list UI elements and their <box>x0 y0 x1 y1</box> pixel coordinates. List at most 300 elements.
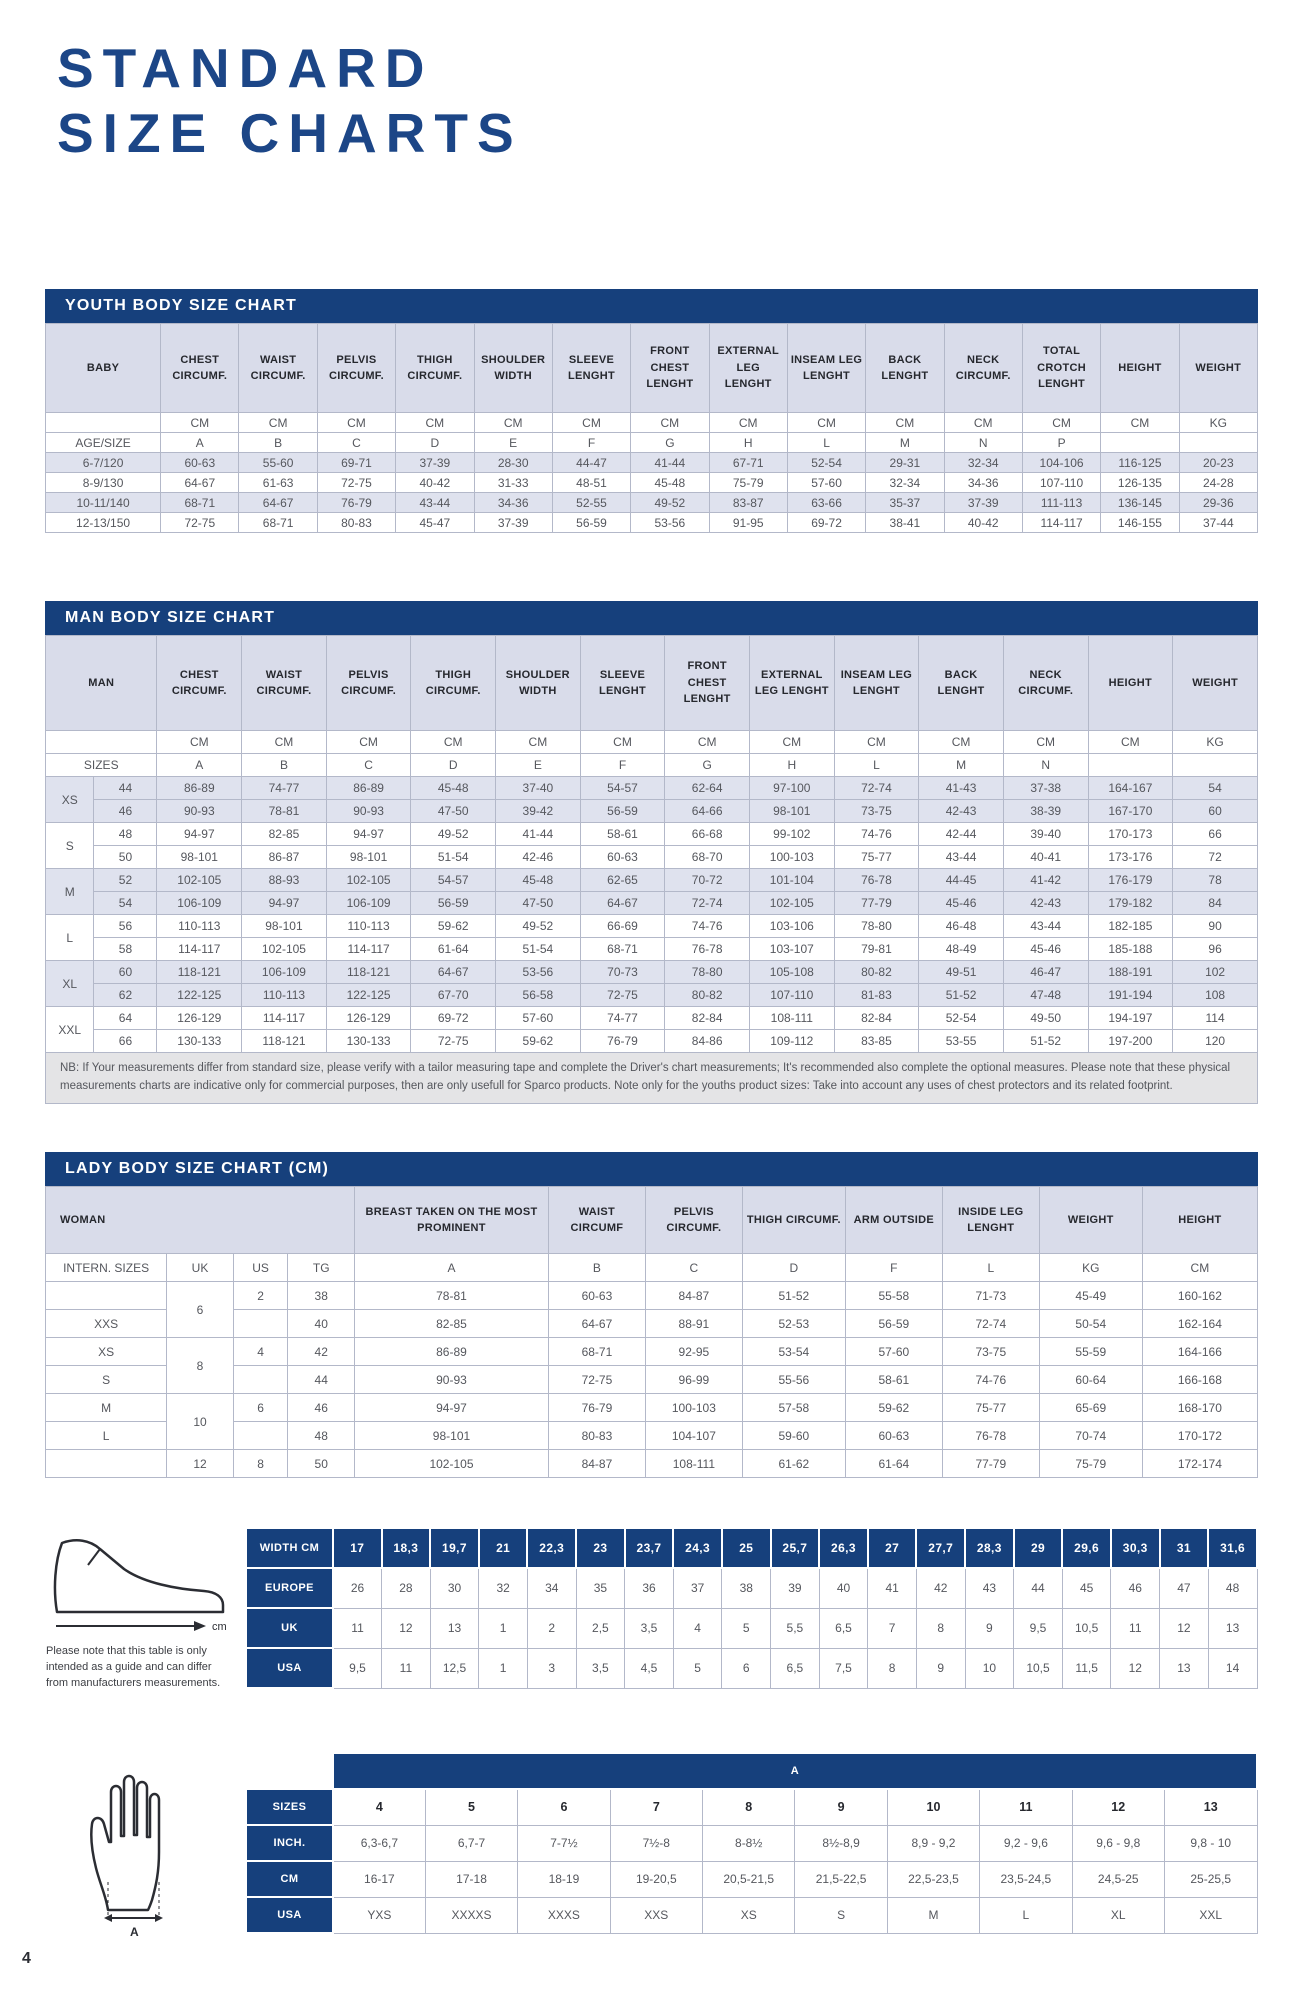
unit-cell: CM <box>411 731 496 754</box>
page-title-line2: SIZE CHARTS <box>57 101 523 164</box>
value-cell: 102-105 <box>326 869 411 892</box>
value-cell: 6 <box>518 1789 610 1825</box>
size-letters-row <box>46 754 1258 777</box>
value-cell: 59-62 <box>496 1030 581 1053</box>
table-row <box>46 1007 1258 1030</box>
column-header: THIGH CIRCUMF. <box>411 636 496 731</box>
table-row <box>46 493 1258 513</box>
value-cell: 98-101 <box>157 846 242 869</box>
value-cell: 14 <box>1208 1648 1257 1688</box>
value-cell: 2 <box>527 1608 576 1648</box>
value-cell: 90-93 <box>355 1366 549 1394</box>
value-cell: 42-46 <box>496 846 581 869</box>
value-cell: 80-83 <box>317 513 395 533</box>
value-cell: 48 <box>1208 1568 1257 1608</box>
value-cell: 16-17 <box>333 1861 425 1897</box>
value-cell: 8 <box>916 1608 965 1648</box>
unit-cell: CM <box>580 731 665 754</box>
value-cell: 120 <box>1173 1030 1258 1053</box>
value-cell: 82-84 <box>834 1007 919 1030</box>
value-cell: 49-50 <box>1003 1007 1088 1030</box>
value-cell: 23 <box>576 1528 625 1568</box>
value-cell: 100-103 <box>645 1394 742 1422</box>
table-row <box>246 1789 1257 1825</box>
unit-cell: CM <box>665 731 750 754</box>
us-size-cell: 2 <box>233 1282 288 1310</box>
value-cell: 98-101 <box>355 1422 549 1450</box>
value-cell: 2,5 <box>576 1608 625 1648</box>
value-cell: 68-71 <box>239 513 317 533</box>
value-cell: 64-66 <box>665 800 750 823</box>
value-cell: 40-41 <box>1003 846 1088 869</box>
value-cell: 54 <box>1173 777 1258 800</box>
value-cell: 91-95 <box>709 513 787 533</box>
value-cell: 51-54 <box>496 938 581 961</box>
unit-cell: CM <box>326 731 411 754</box>
us-size-cell: 6 <box>233 1394 288 1422</box>
value-cell: 12 <box>1111 1648 1160 1688</box>
value-cell: 56-58 <box>496 984 581 1007</box>
value-cell: 173-176 <box>1088 846 1173 869</box>
measurement-note: NB: If Your measurements differ from standard size, please verify with a tailor measuring tape and complete the Driver's chart measurements; It's recommended also complete the optional measures. Please note that these physical measurements charts are indicative only for commercial purposes, then are only usefull for Sparco products. Note only for the youths product sizes: Take into account any uses of chest protectors and its related footprint. <box>45 1053 1258 1104</box>
value-cell: 122-125 <box>326 984 411 1007</box>
value-cell: 34 <box>527 1568 576 1608</box>
size-letter-cell: G <box>631 433 709 453</box>
value-cell: 97-100 <box>749 777 834 800</box>
table-row <box>246 1825 1257 1861</box>
value-cell: 40 <box>819 1568 868 1608</box>
uk-size-cell: 8 <box>167 1338 234 1394</box>
subheader-row <box>46 1254 1258 1282</box>
value-cell: 5 <box>425 1789 517 1825</box>
table-row <box>246 1753 1257 1789</box>
value-cell: 4,5 <box>625 1648 674 1688</box>
value-cell: 20,5-21,5 <box>703 1861 795 1897</box>
column-header: TOTAL CROTCH LENGHT <box>1022 324 1100 413</box>
value-cell: 4 <box>333 1789 425 1825</box>
lady-chart-title: LADY BODY SIZE CHART (CM) <box>45 1152 1258 1186</box>
unit-cell: CM <box>834 731 919 754</box>
value-cell: 39-42 <box>496 800 581 823</box>
value-cell: 13 <box>1164 1789 1257 1825</box>
size-letter-cell: G <box>665 754 750 777</box>
value-cell: 8 <box>703 1789 795 1825</box>
value-cell: 13 <box>1208 1608 1257 1648</box>
value-cell: 44 <box>1014 1568 1063 1608</box>
value-cell: 51-54 <box>411 846 496 869</box>
value-cell: 106-109 <box>157 892 242 915</box>
value-cell: 5,5 <box>771 1608 820 1648</box>
column-header: WEIGHT <box>1179 324 1257 413</box>
value-cell: 47 <box>1160 1568 1209 1608</box>
tg-size-cell: 42 <box>288 1338 355 1366</box>
value-cell: 69-72 <box>411 1007 496 1030</box>
value-cell: 126-129 <box>157 1007 242 1030</box>
value-cell: 9,8 - 10 <box>1164 1825 1257 1861</box>
value-cell: 32-34 <box>944 453 1022 473</box>
value-cell: 103-107 <box>749 938 834 961</box>
value-cell: 98-101 <box>326 846 411 869</box>
value-cell: 18-19 <box>518 1861 610 1897</box>
unit-cell: CM <box>787 413 865 433</box>
value-cell: 45-49 <box>1039 1282 1142 1310</box>
value-cell: 118-121 <box>157 961 242 984</box>
value-cell: 76-79 <box>580 1030 665 1053</box>
column-header: WEIGHT <box>1173 636 1258 731</box>
value-cell: 31 <box>1160 1528 1209 1568</box>
table-row <box>46 869 1258 892</box>
value-cell: 79-81 <box>834 938 919 961</box>
value-cell: 70-72 <box>665 869 750 892</box>
value-cell: 59-62 <box>845 1394 942 1422</box>
size-letter-cell: D <box>411 754 496 777</box>
table-row <box>46 938 1258 961</box>
size-letter-cell: F <box>552 433 630 453</box>
size-cell: 52 <box>94 869 157 892</box>
size-letter-cell: B <box>239 433 317 453</box>
shoe-size-chart <box>245 1527 1258 1689</box>
intern-size-cell <box>46 1450 167 1478</box>
column-header: FRONT CHEST LENGHT <box>631 324 709 413</box>
value-cell: 9 <box>965 1608 1014 1648</box>
value-cell: 3,5 <box>576 1648 625 1688</box>
value-cell: 12 <box>1072 1789 1164 1825</box>
unit-cell: CM <box>866 413 944 433</box>
page-title-line1: STANDARD <box>57 37 434 99</box>
column-header: WOMAN <box>46 1187 355 1254</box>
man-chart-title: MAN BODY SIZE CHART <box>45 601 1258 635</box>
value-cell: 86-89 <box>355 1338 549 1366</box>
value-cell: 136-145 <box>1101 493 1179 513</box>
value-cell: 58-61 <box>845 1366 942 1394</box>
value-cell: 52-54 <box>787 453 865 473</box>
value-cell: 43-44 <box>1003 915 1088 938</box>
lady-size-table <box>45 1186 1258 1478</box>
value-cell: 5 <box>722 1608 771 1648</box>
table-row <box>46 984 1258 1007</box>
value-cell: 4 <box>673 1608 722 1648</box>
value-cell: 9,5 <box>1014 1608 1063 1648</box>
size-cell: 58 <box>94 938 157 961</box>
column-header: ARM OUTSIDE <box>845 1187 942 1254</box>
cm-arrow-label: cm <box>212 1621 227 1633</box>
value-cell: 37-39 <box>944 493 1022 513</box>
table-row <box>46 453 1258 473</box>
value-cell: 72-75 <box>548 1366 645 1394</box>
tg-size-cell: 38 <box>288 1282 355 1310</box>
value-cell: 23,7 <box>625 1528 674 1568</box>
value-cell: 72-75 <box>580 984 665 1007</box>
table-row <box>46 1282 1258 1310</box>
value-cell: 50-54 <box>1039 1310 1142 1338</box>
value-cell: 54-57 <box>580 777 665 800</box>
value-cell: 55-58 <box>845 1282 942 1310</box>
subheader-cell: D <box>742 1254 845 1282</box>
value-cell: 56-59 <box>580 800 665 823</box>
value-cell: 76-78 <box>942 1422 1039 1450</box>
size-letters-row <box>46 433 1258 453</box>
value-cell: 82-85 <box>242 823 327 846</box>
value-cell: 61-63 <box>239 473 317 493</box>
value-cell: 114 <box>1173 1007 1258 1030</box>
unit-cell: CM <box>944 413 1022 433</box>
value-cell: 46-47 <box>1003 961 1088 984</box>
row-label: INCH. <box>246 1825 333 1861</box>
value-cell: 74-76 <box>942 1366 1039 1394</box>
value-cell: 7½-8 <box>610 1825 702 1861</box>
table-row <box>246 1608 1257 1648</box>
value-cell: 76-79 <box>548 1394 645 1422</box>
value-cell: 118-121 <box>242 1030 327 1053</box>
value-cell: 57-60 <box>845 1338 942 1366</box>
value-cell: S <box>795 1897 887 1933</box>
value-cell: 80-83 <box>548 1422 645 1450</box>
value-cell: 7-7½ <box>518 1825 610 1861</box>
column-header: SLEEVE LENGHT <box>580 636 665 731</box>
us-size-cell <box>233 1310 288 1338</box>
value-cell: 86-89 <box>157 777 242 800</box>
value-cell: 90-93 <box>326 800 411 823</box>
column-header: MAN <box>46 636 157 731</box>
size-letter-cell: N <box>1003 754 1088 777</box>
value-cell: 48-49 <box>919 938 1004 961</box>
value-cell: 24-28 <box>1179 473 1257 493</box>
size-cell: 54 <box>94 892 157 915</box>
value-cell: 72-74 <box>665 892 750 915</box>
unit-cell: CM <box>919 731 1004 754</box>
value-cell: XXS <box>610 1897 702 1933</box>
uk-size-cell: 12 <box>167 1450 234 1478</box>
value-cell: 62-65 <box>580 869 665 892</box>
value-cell: 185-188 <box>1088 938 1173 961</box>
value-cell: 63-66 <box>787 493 865 513</box>
value-cell: 102-105 <box>749 892 834 915</box>
value-cell: 58-61 <box>580 823 665 846</box>
value-cell: 106-109 <box>326 892 411 915</box>
value-cell: 6,3-6,7 <box>333 1825 425 1861</box>
value-cell: 7 <box>610 1789 702 1825</box>
value-cell: 170-172 <box>1142 1422 1257 1450</box>
row-label: 12-13/150 <box>46 513 161 533</box>
value-cell: 31,6 <box>1208 1528 1257 1568</box>
value-cell: 52-54 <box>919 1007 1004 1030</box>
table-row <box>46 473 1258 493</box>
value-cell: 53-56 <box>496 961 581 984</box>
value-cell: 75-79 <box>709 473 787 493</box>
value-cell: 88-91 <box>645 1310 742 1338</box>
tg-size-cell: 50 <box>288 1450 355 1478</box>
value-cell: 176-179 <box>1088 869 1173 892</box>
value-cell: 102 <box>1173 961 1258 984</box>
value-cell: 94-97 <box>355 1394 549 1422</box>
value-cell: 102-105 <box>355 1450 549 1478</box>
unit-cell: CM <box>242 731 327 754</box>
subheader-cell: KG <box>1039 1254 1142 1282</box>
size-letter-cell: F <box>580 754 665 777</box>
value-cell: 103-106 <box>749 915 834 938</box>
value-cell: 55-56 <box>742 1366 845 1394</box>
value-cell: XXXS <box>518 1897 610 1933</box>
value-cell: 64-67 <box>411 961 496 984</box>
glove-a-header: A <box>333 1753 1257 1789</box>
value-cell: 104-106 <box>1022 453 1100 473</box>
value-cell: 46 <box>1111 1568 1160 1608</box>
value-cell: 191-194 <box>1088 984 1173 1007</box>
glove-size-chart <box>245 1752 1258 1934</box>
value-cell: 19,7 <box>430 1528 479 1568</box>
value-cell: 130-133 <box>326 1030 411 1053</box>
value-cell: 61-64 <box>411 938 496 961</box>
value-cell: 110-113 <box>326 915 411 938</box>
subheader-cell: L <box>942 1254 1039 1282</box>
column-header: WAIST CIRCUMF. <box>239 324 317 413</box>
intern-size-cell <box>46 1282 167 1310</box>
value-cell: 160-162 <box>1142 1282 1257 1310</box>
value-cell: 108 <box>1173 984 1258 1007</box>
value-cell: 21,5-22,5 <box>795 1861 887 1897</box>
value-cell: 37-44 <box>1179 513 1257 533</box>
value-cell: 38 <box>722 1568 771 1608</box>
value-cell: 66 <box>1173 823 1258 846</box>
tg-size-cell: 40 <box>288 1310 355 1338</box>
value-cell: 59-60 <box>742 1422 845 1450</box>
value-cell: 60 <box>1173 800 1258 823</box>
size-letter-cell: L <box>834 754 919 777</box>
value-cell: 65-69 <box>1039 1394 1142 1422</box>
value-cell: 53-54 <box>742 1338 845 1366</box>
value-cell: 24,3 <box>673 1528 722 1568</box>
row-label: USA <box>246 1897 333 1933</box>
value-cell: 42-44 <box>919 823 1004 846</box>
size-letter-cell: P <box>1022 433 1100 453</box>
value-cell: 75-77 <box>834 846 919 869</box>
size-letter-cell: E <box>496 754 581 777</box>
row-label: EUROPE <box>246 1568 333 1608</box>
value-cell: L <box>980 1897 1072 1933</box>
unit-cell: CM <box>239 413 317 433</box>
value-cell: 32 <box>479 1568 528 1608</box>
subheader-cell: TG <box>288 1254 355 1282</box>
unit-cell: CM <box>396 413 474 433</box>
value-cell: 116-125 <box>1101 453 1179 473</box>
value-cell: 182-185 <box>1088 915 1173 938</box>
value-cell: 6 <box>722 1648 771 1688</box>
unit-cell: CM <box>474 413 552 433</box>
page-number: 4 <box>22 1950 31 1967</box>
size-letter-cell: H <box>749 754 834 777</box>
value-cell: 37-38 <box>1003 777 1088 800</box>
value-cell: 37-39 <box>474 513 552 533</box>
value-cell: 74-76 <box>665 915 750 938</box>
value-cell: 168-170 <box>1142 1394 1257 1422</box>
value-cell: 47-48 <box>1003 984 1088 1007</box>
value-cell: 71-73 <box>942 1282 1039 1310</box>
value-cell: 110-113 <box>157 915 242 938</box>
table-row <box>46 1338 1258 1366</box>
unit-cell: CM <box>1101 413 1179 433</box>
value-cell: 28,3 <box>965 1528 1014 1568</box>
value-cell: 38-41 <box>866 513 944 533</box>
value-cell: 35 <box>576 1568 625 1608</box>
value-cell: 8 <box>868 1648 917 1688</box>
value-cell: 9,5 <box>333 1648 382 1688</box>
value-cell: 10,5 <box>1014 1648 1063 1688</box>
value-cell: 37 <box>673 1568 722 1608</box>
table-row <box>246 1568 1257 1608</box>
value-cell: 22,5-23,5 <box>887 1861 979 1897</box>
size-group-label: XS <box>46 777 94 823</box>
value-cell: 8,9 - 9,2 <box>887 1825 979 1861</box>
value-cell: 42 <box>916 1568 965 1608</box>
value-cell: 86-87 <box>242 846 327 869</box>
value-cell: 34-36 <box>474 493 552 513</box>
column-header: WAIST CIRCUMF <box>548 1187 645 1254</box>
value-cell: 83-87 <box>709 493 787 513</box>
column-header: NECK CIRCUMF. <box>944 324 1022 413</box>
value-cell: 72 <box>1173 846 1258 869</box>
value-cell: 146-155 <box>1101 513 1179 533</box>
value-cell: 39-40 <box>1003 823 1088 846</box>
value-cell: 68-71 <box>548 1338 645 1366</box>
value-cell: 72-75 <box>411 1030 496 1053</box>
value-cell: 41-42 <box>1003 869 1088 892</box>
value-cell: 84 <box>1173 892 1258 915</box>
value-cell: 98-101 <box>242 915 327 938</box>
value-cell: 78-81 <box>355 1282 549 1310</box>
us-size-cell: 4 <box>233 1338 288 1366</box>
size-letter-cell: C <box>317 433 395 453</box>
value-cell: 90-93 <box>157 800 242 823</box>
size-group-label: XL <box>46 961 94 1007</box>
unit-cell <box>46 731 157 754</box>
value-cell: 179-182 <box>1088 892 1173 915</box>
value-cell: 29-31 <box>866 453 944 473</box>
value-cell: 47-50 <box>411 800 496 823</box>
value-cell: 61-64 <box>845 1450 942 1478</box>
size-cell: 46 <box>94 800 157 823</box>
table-row <box>46 823 1258 846</box>
shoe-table-note: Please note that this table is only intended as a guide and can differ from manufacturers measurements. <box>46 1645 221 1689</box>
size-group-label: S <box>46 823 94 869</box>
value-cell: 24,5-25 <box>1072 1861 1164 1897</box>
value-cell: 54-57 <box>411 869 496 892</box>
value-cell: 28-30 <box>474 453 552 473</box>
intern-size-cell: XS <box>46 1338 167 1366</box>
youth-body-size-chart <box>45 289 1258 533</box>
value-cell: 45-48 <box>411 777 496 800</box>
value-cell: 34-36 <box>944 473 1022 493</box>
value-cell: 68-71 <box>161 493 239 513</box>
glove-illustration <box>70 1762 200 1940</box>
value-cell: 42-43 <box>919 800 1004 823</box>
value-cell: 7 <box>868 1608 917 1648</box>
column-header: THIGH CIRCUMF. <box>396 324 474 413</box>
value-cell: 77-79 <box>942 1450 1039 1478</box>
value-cell: 62-64 <box>665 777 750 800</box>
us-size-cell: 8 <box>233 1450 288 1478</box>
value-cell: 39 <box>771 1568 820 1608</box>
value-cell: 126-129 <box>326 1007 411 1030</box>
value-cell: 102-105 <box>157 869 242 892</box>
value-cell: 45-46 <box>919 892 1004 915</box>
value-cell: 52-53 <box>742 1310 845 1338</box>
value-cell: 164-167 <box>1088 777 1173 800</box>
table-row <box>246 1528 1257 1568</box>
row-label: 8-9/130 <box>46 473 161 493</box>
value-cell: 55-60 <box>239 453 317 473</box>
value-cell: XXXXS <box>425 1897 517 1933</box>
row-label: CM <box>246 1861 333 1897</box>
